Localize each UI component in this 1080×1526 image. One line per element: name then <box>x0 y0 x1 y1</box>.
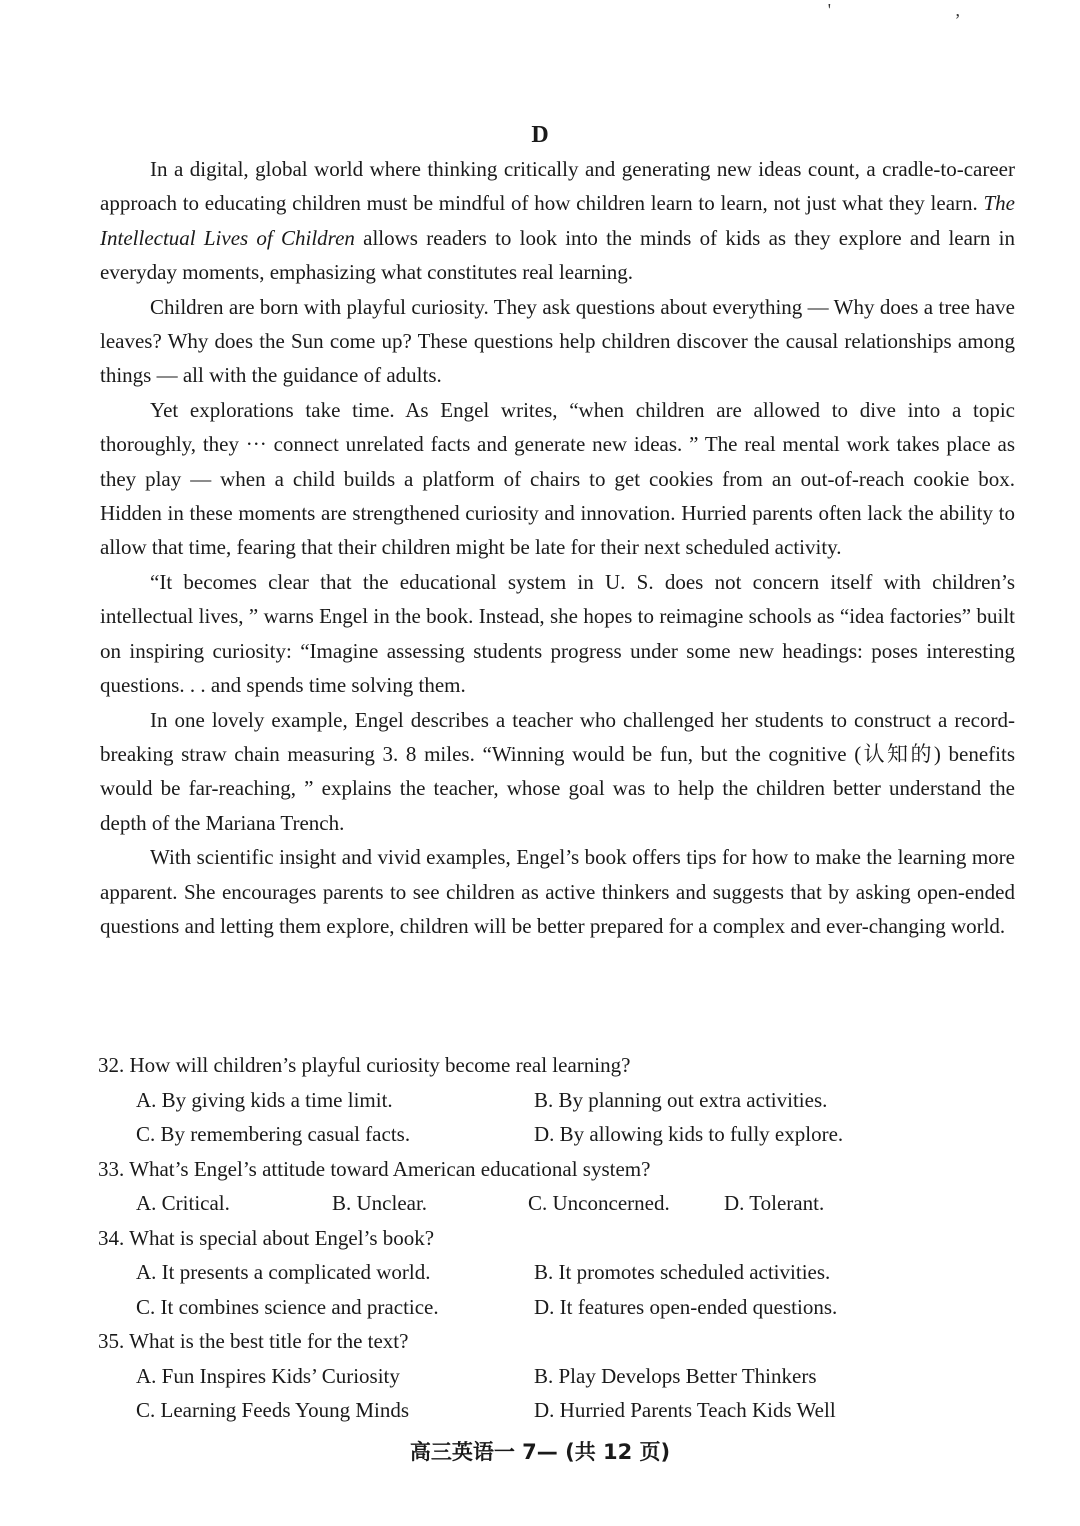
question-34 <box>98 1221 1018 1325</box>
option-b: B. Unclear. <box>332 1191 428 1215</box>
question-32 <box>98 1048 1018 1152</box>
question-35 <box>98 1324 1018 1428</box>
option-a: A. Critical. <box>136 1191 230 1215</box>
passage-paragraph-6: With scientific insight and vivid examples, Engel’s book offers tips for how to make the learning more apparent. She encourages parents to see children as active thinkers and suggests that by asking open-ended questions and letting them explore, children will be better prepared for a complex and ever-changing world. <box>100 845 1015 938</box>
book-title: The Intellectual Lives of Children <box>100 191 1015 250</box>
option-c: C. Learning Feeds Young Minds <box>136 1398 410 1422</box>
option-c: C. By remembering casual facts. <box>136 1122 411 1146</box>
question-stem: 35. What is the best title for the text? <box>98 1329 409 1353</box>
passage-paragraph-3: Yet explorations take time. As Engel writes, “when children are allowed to dive into a topic thoroughly, they ··· connect unrelated facts and generate new ideas. ” The real mental work takes place as they play — when a child builds a platform of chairs to get cookies from an out-of-reach cookie box. Hidden in these moments are strengthened curiosity and innovation. Hurried parents often lack the ability to allow that time, fearing that their children might be late for their next scheduled activity. <box>100 397 1015 560</box>
passage-paragraph-2: Children are born with playful curiosity. They ask questions about everything — Why does a tree have leaves? Why does the Sun come up? These questions help children discover the causal relationships among things — all with the guidance of adults. <box>100 294 1015 388</box>
question-stem: 32. How will children’s playful curiosity become real learning? <box>98 1053 631 1077</box>
passage-paragraph-1 <box>100 152 1015 290</box>
option-d: D. By allowing kids to fully explore. <box>534 1122 844 1146</box>
option-a: A. By giving kids a time limit. <box>136 1087 393 1112</box>
question-33 <box>98 1152 1018 1221</box>
paragraph-1-text-b: allows readers to look into the minds of kids as they explore and learn in everyday moments, emphasizing what constitutes real learning. <box>100 225 1015 285</box>
option-group <box>136 1255 1018 1324</box>
option-c: C. It combines science and practice. <box>136 1294 439 1319</box>
option-c: C. Unconcerned. <box>528 1191 670 1215</box>
option-b: B. Play Develops Better Thinkers <box>534 1363 817 1388</box>
question-stem: 33. What’s Engel’s attitude toward American educational system? <box>98 1156 651 1181</box>
passage-paragraph-5: In one lovely example, Engel describes a teacher who challenged her students to construct a record-breaking straw chain measuring 3. 8 miles. “Winning would be fun, but the cognitive (认知的) benefits would be far-reaching, ” explains the teacher, whose goal was to help the children better understand the depth of the Mariana Trench. <box>100 707 1015 835</box>
option-a: A. It presents a complicated world. <box>136 1260 431 1284</box>
corner-marks: ' , <box>827 0 1020 20</box>
option-group <box>136 1186 1018 1221</box>
option-d: D. It features open-ended questions. <box>534 1294 838 1319</box>
option-b: B. By planning out extra activities. <box>534 1087 828 1112</box>
option-a: A. Fun Inspires Kids’ Curiosity <box>136 1363 400 1388</box>
reading-passage <box>100 152 1015 943</box>
question-list <box>98 1048 1018 1428</box>
question-stem: 34. What is special about Engel’s book? <box>98 1225 435 1250</box>
option-group <box>136 1083 1018 1152</box>
option-d: D. Hurried Parents Teach Kids Well <box>534 1398 836 1422</box>
option-group <box>136 1359 1018 1428</box>
option-b: B. It promotes scheduled activities. <box>534 1260 831 1284</box>
section-heading: D <box>531 122 549 148</box>
paragraph-1-text-a: In a digital, global world where thinking critically and generating new ideas count, a cradle-to-career approach to educating children must be mindful of how children learn to learn, not just what they learn. <box>100 157 1015 216</box>
page-footer: 高三英语一 7— (共 12 页) <box>409 1440 671 1464</box>
option-d: D. Tolerant. <box>724 1191 825 1215</box>
passage-paragraph-4: “It becomes clear that the educational system in U. S. does not concern itself with children’s intellectual lives, ” warns Engel in the book. Instead, she hopes to reimagine schools as “idea factories” built on inspiring curiosity: “Imagine assessing students progress under some new headings: poses interesting questions. . . and spends time solving them. <box>100 569 1015 698</box>
